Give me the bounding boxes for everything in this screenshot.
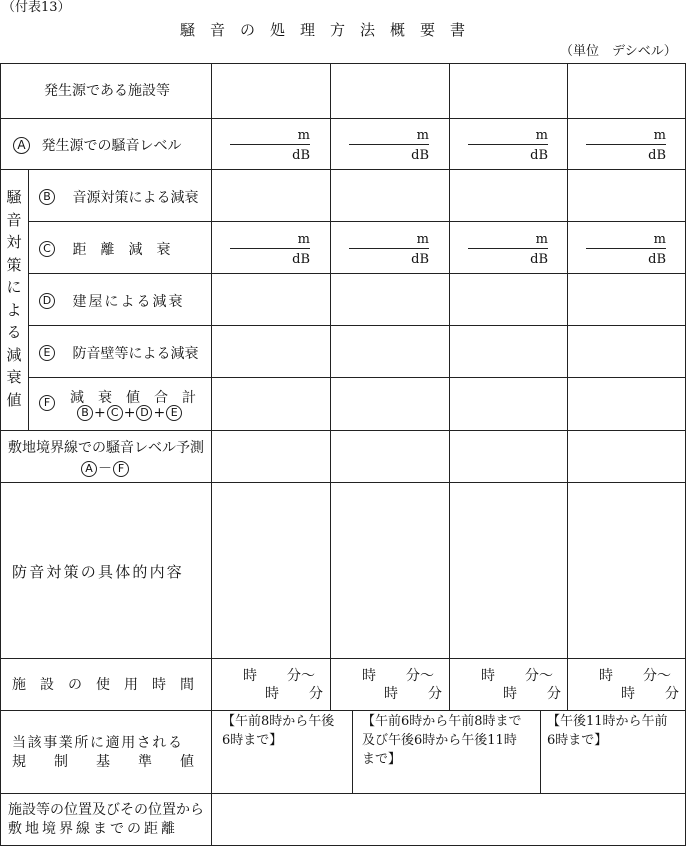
unit-cell — [349, 124, 429, 164]
fraction-line — [349, 248, 429, 249]
side-char: 策 — [6, 255, 22, 274]
fraction-line — [230, 248, 310, 249]
table-line — [567, 63, 568, 710]
standard-label-2: 規 制 基 準 値 — [12, 754, 194, 770]
unit-db: dB — [530, 252, 548, 267]
side-char: 騒 — [6, 188, 22, 206]
standard-label-1: 当該事業所に適用される — [12, 735, 184, 751]
time-cell — [567, 665, 685, 705]
marker-c: C — [39, 241, 55, 257]
marker-b: B — [39, 189, 55, 205]
row-e-label — [38, 343, 198, 363]
time-hour: 時 — [481, 668, 495, 684]
table-line — [0, 658, 686, 659]
table-line — [0, 710, 686, 711]
table-line — [0, 169, 686, 170]
unit-db: dB — [648, 148, 666, 163]
distance-label-2: 敷地境界線までの距離 — [8, 821, 178, 837]
table-line — [0, 482, 686, 483]
unit-db: dB — [411, 148, 429, 163]
unit-m: m — [535, 128, 548, 143]
table-line — [685, 63, 686, 845]
standard-text: 及び午後6時から午後11時 — [362, 733, 517, 748]
source-facility-label: 発生源である施設等 — [44, 83, 170, 99]
table-line — [449, 63, 450, 710]
time-minute-range: 分〜 — [525, 668, 553, 684]
row-b-text: 音源対策による減衰 — [72, 190, 199, 206]
unit-m: m — [653, 232, 666, 247]
table-line — [0, 430, 686, 431]
standard-text: 6時まで】 — [547, 733, 608, 748]
time-minute: 分 — [547, 686, 561, 702]
unit-m: m — [653, 128, 666, 143]
time-minute-range: 分〜 — [287, 668, 315, 684]
standard-text: まで】 — [362, 752, 402, 767]
side-char: る — [6, 323, 22, 341]
time-hour: 時 — [503, 686, 517, 702]
unit-cell — [349, 228, 429, 268]
table-line — [211, 63, 212, 845]
fraction-line — [468, 248, 548, 249]
marker-e: E — [39, 345, 55, 361]
unit-cell — [230, 228, 310, 268]
standard-text: 【午前8時から午後 — [222, 714, 335, 729]
row-b-label — [38, 187, 198, 207]
unit-db: dB — [411, 252, 429, 267]
row-d-text: 建屋による減衰 — [72, 294, 185, 310]
table-line — [540, 710, 541, 793]
row-c-text: 距 離 減 衰 — [72, 242, 171, 258]
table-line — [0, 118, 686, 119]
table-line — [352, 710, 353, 793]
table-line — [28, 221, 686, 222]
table-line — [28, 325, 686, 326]
fraction-line — [349, 144, 429, 145]
time-hour: 時 — [384, 686, 398, 702]
unit-db: dB — [292, 148, 310, 163]
plus-sign: + — [123, 405, 136, 421]
unit-m: m — [535, 232, 548, 247]
time-hour: 時 — [243, 668, 257, 684]
time-cell — [330, 665, 449, 705]
row-d-label — [38, 291, 184, 311]
unit-label: （単位 デシベル） — [560, 44, 677, 59]
time-cell — [449, 665, 567, 705]
standard-daytime-cell — [222, 712, 334, 750]
fraction-line — [586, 144, 666, 145]
time-minute: 分 — [309, 686, 323, 702]
table-line — [28, 169, 29, 430]
time-minute-range: 分〜 — [643, 668, 671, 684]
measures-label: 防音対策の具体的内容 — [12, 563, 185, 581]
row-f-label — [38, 387, 196, 421]
standard-text: 【午前6時から午前8時まで — [362, 714, 522, 729]
table-line — [0, 63, 1, 845]
unit-cell — [468, 124, 548, 164]
marker-d: D — [39, 293, 55, 309]
unit-db: dB — [530, 148, 548, 163]
marker-a: A — [81, 461, 97, 477]
time-minute-range: 分〜 — [406, 668, 434, 684]
minus-sign: － — [98, 461, 112, 477]
row-e-text: 防音壁等による減衰 — [72, 346, 199, 362]
marker-f: F — [113, 461, 129, 477]
unit-m: m — [297, 128, 310, 143]
time-hour: 時 — [265, 686, 279, 702]
standard-text: 【午後11時から午前 — [547, 714, 668, 729]
row-a-label — [12, 135, 181, 155]
marker-d: D — [136, 405, 152, 421]
fraction-line — [230, 144, 310, 145]
side-char: 対 — [6, 233, 22, 251]
unit-m: m — [297, 232, 310, 247]
plus-sign: + — [153, 405, 166, 421]
time-hour: 時 — [621, 686, 635, 702]
table-line — [28, 273, 686, 274]
table-line — [0, 63, 686, 64]
marker-b: B — [77, 405, 93, 421]
unit-db: dB — [292, 252, 310, 267]
time-hour: 時 — [599, 668, 613, 684]
page-title: 騒 音 の 処 理 方 法 概 要 書 — [180, 21, 466, 39]
side-char: に — [6, 278, 22, 296]
unit-m: m — [416, 232, 429, 247]
marker-e: E — [166, 405, 182, 421]
side-char: よ — [6, 300, 22, 319]
table-line — [0, 793, 686, 794]
marker-f: F — [39, 395, 55, 411]
row-c-label — [38, 239, 170, 259]
predict-formula — [80, 458, 130, 478]
row-a-text: 発生源での騒音レベル — [41, 138, 182, 154]
marker-a: A — [13, 137, 30, 154]
unit-cell — [230, 124, 310, 164]
side-char: 音 — [6, 210, 22, 229]
time-cell — [211, 665, 330, 705]
appendix-label: （付表13） — [2, 0, 71, 15]
unit-m: m — [416, 128, 429, 143]
distance-label-1: 施設等の位置及びその位置から — [8, 802, 204, 818]
f-formula — [76, 405, 183, 421]
side-char: 値 — [6, 390, 22, 409]
fraction-line — [468, 144, 548, 145]
table-line — [28, 377, 686, 378]
side-char: 衰 — [6, 368, 22, 386]
usage-label: 施 設 の 使 用 時 間 — [12, 677, 194, 693]
plus-sign: + — [94, 405, 106, 421]
table-line — [330, 63, 331, 710]
unit-cell — [586, 124, 666, 164]
time-minute: 分 — [665, 686, 679, 702]
fraction-line — [586, 248, 666, 249]
row-f-text: 減 衰 値 合 計 — [70, 390, 196, 406]
standard-night-cell — [547, 712, 668, 750]
predict-label: 敷地境界線での騒音レベル予測 — [8, 440, 204, 456]
unit-cell — [586, 228, 666, 268]
unit-cell — [468, 228, 548, 268]
marker-c: C — [107, 405, 123, 421]
standard-text: 6時まで】 — [222, 733, 283, 748]
standard-morning-evening-cell — [362, 712, 522, 769]
time-hour: 時 — [362, 668, 376, 684]
side-char: 減 — [6, 345, 22, 364]
side-vertical-label — [6, 186, 22, 411]
time-minute: 分 — [428, 686, 442, 702]
unit-db: dB — [648, 252, 666, 267]
